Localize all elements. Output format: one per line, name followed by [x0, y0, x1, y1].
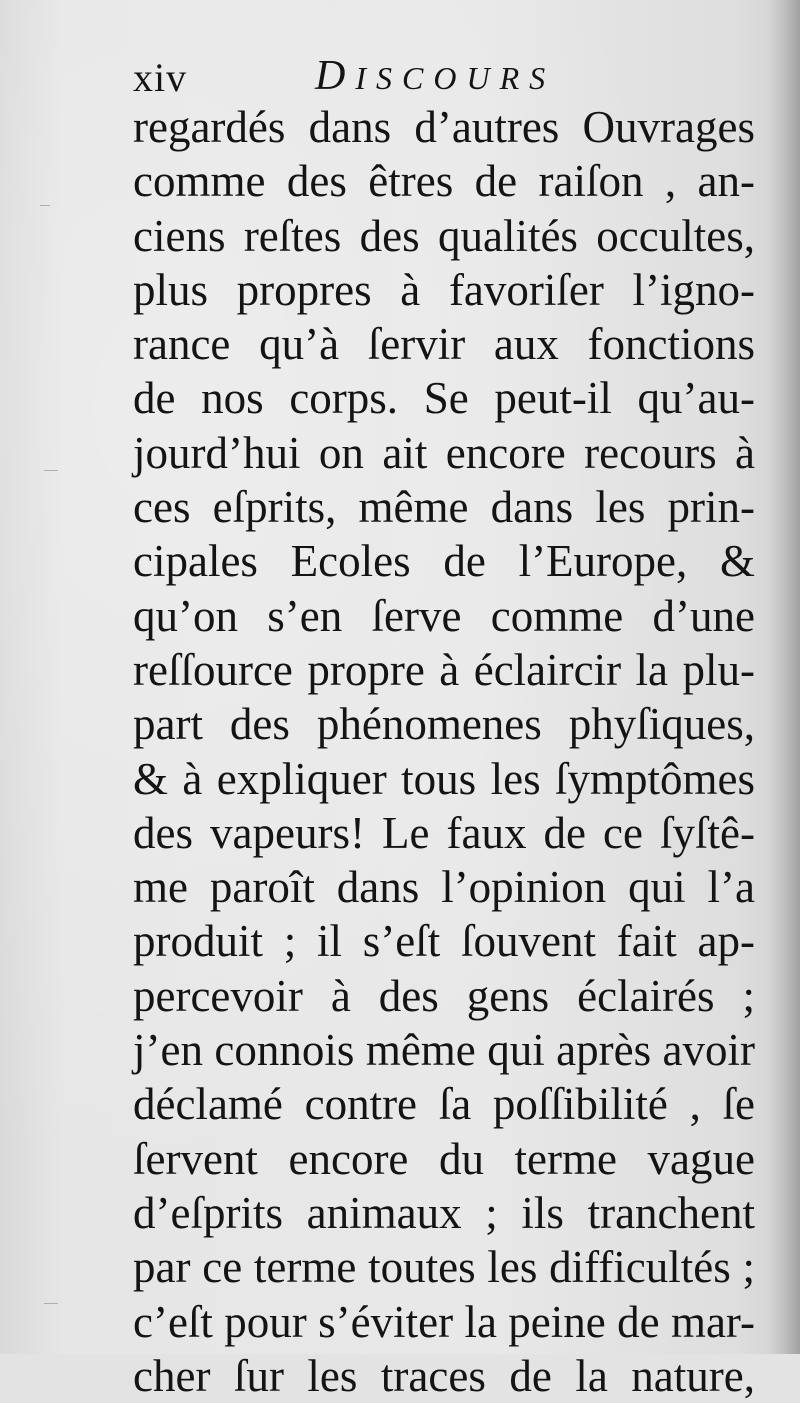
text-line: regardés dans d’autres Ouvrages	[133, 102, 755, 152]
text-line: jourd’hui on ait encore recours à	[133, 427, 755, 478]
margin-mark	[44, 1303, 58, 1304]
text-line: cher ſur les traces de la nature,	[133, 1350, 755, 1401]
text-line: part des phénomenes phyſiques,	[133, 699, 755, 750]
text-line: percevoir à des gens éclairés ;	[133, 970, 755, 1021]
text-line: ciens reſtes des qualités occultes,	[133, 210, 755, 261]
text-line: de nos corps. Se peut-il qu’au-	[133, 373, 755, 424]
text-line: cipales Ecoles de l’Europe, &	[133, 536, 755, 587]
text-line: j’en connois même qui après avoir	[133, 1025, 755, 1076]
running-head-rest: ISCOURS	[355, 60, 556, 96]
text-line: comme des êtres de raiſon , an-	[133, 156, 755, 207]
text-line: plus propres à favoriſer l’igno-	[133, 264, 755, 315]
body-text	[133, 100, 755, 1403]
page-edge-shadow	[768, 0, 800, 1354]
text-line: par ce terme toutes les difficultés ;	[133, 1242, 755, 1293]
text-line: qu’on s’en ſerve comme d’une	[133, 590, 755, 641]
text-line: ces eſprits, même dans les prin-	[133, 482, 755, 533]
running-head-initial: D	[315, 53, 356, 99]
text-line: reſſource propre à éclaircir la plu-	[133, 644, 755, 695]
page-number: xiv	[133, 55, 188, 100]
text-line: & à expliquer tous les ſymptômes	[133, 753, 755, 804]
text-line: c’eſt pour s’éviter la peine de mar-	[133, 1296, 755, 1347]
text-line: déclamé contre ſa poſſibilité , ſe	[133, 1079, 755, 1130]
margin-mark	[44, 470, 58, 471]
margin-mark	[40, 205, 50, 206]
text-line: ſervent encore du terme vague	[133, 1133, 755, 1184]
running-head	[315, 52, 555, 100]
text-line: me paroît dans l’opinion qui l’a	[133, 862, 755, 913]
text-line: des vapeurs! Le faux de ce ſyſtê-	[133, 807, 755, 858]
text-line: produit ; il s’eſt ſouvent fait ap-	[133, 916, 755, 967]
text-line: rance qu’à ſervir aux fonctions	[133, 319, 755, 370]
text-line: d’eſprits animaux ; ils tranchent	[133, 1187, 755, 1238]
page-header	[133, 48, 753, 104]
